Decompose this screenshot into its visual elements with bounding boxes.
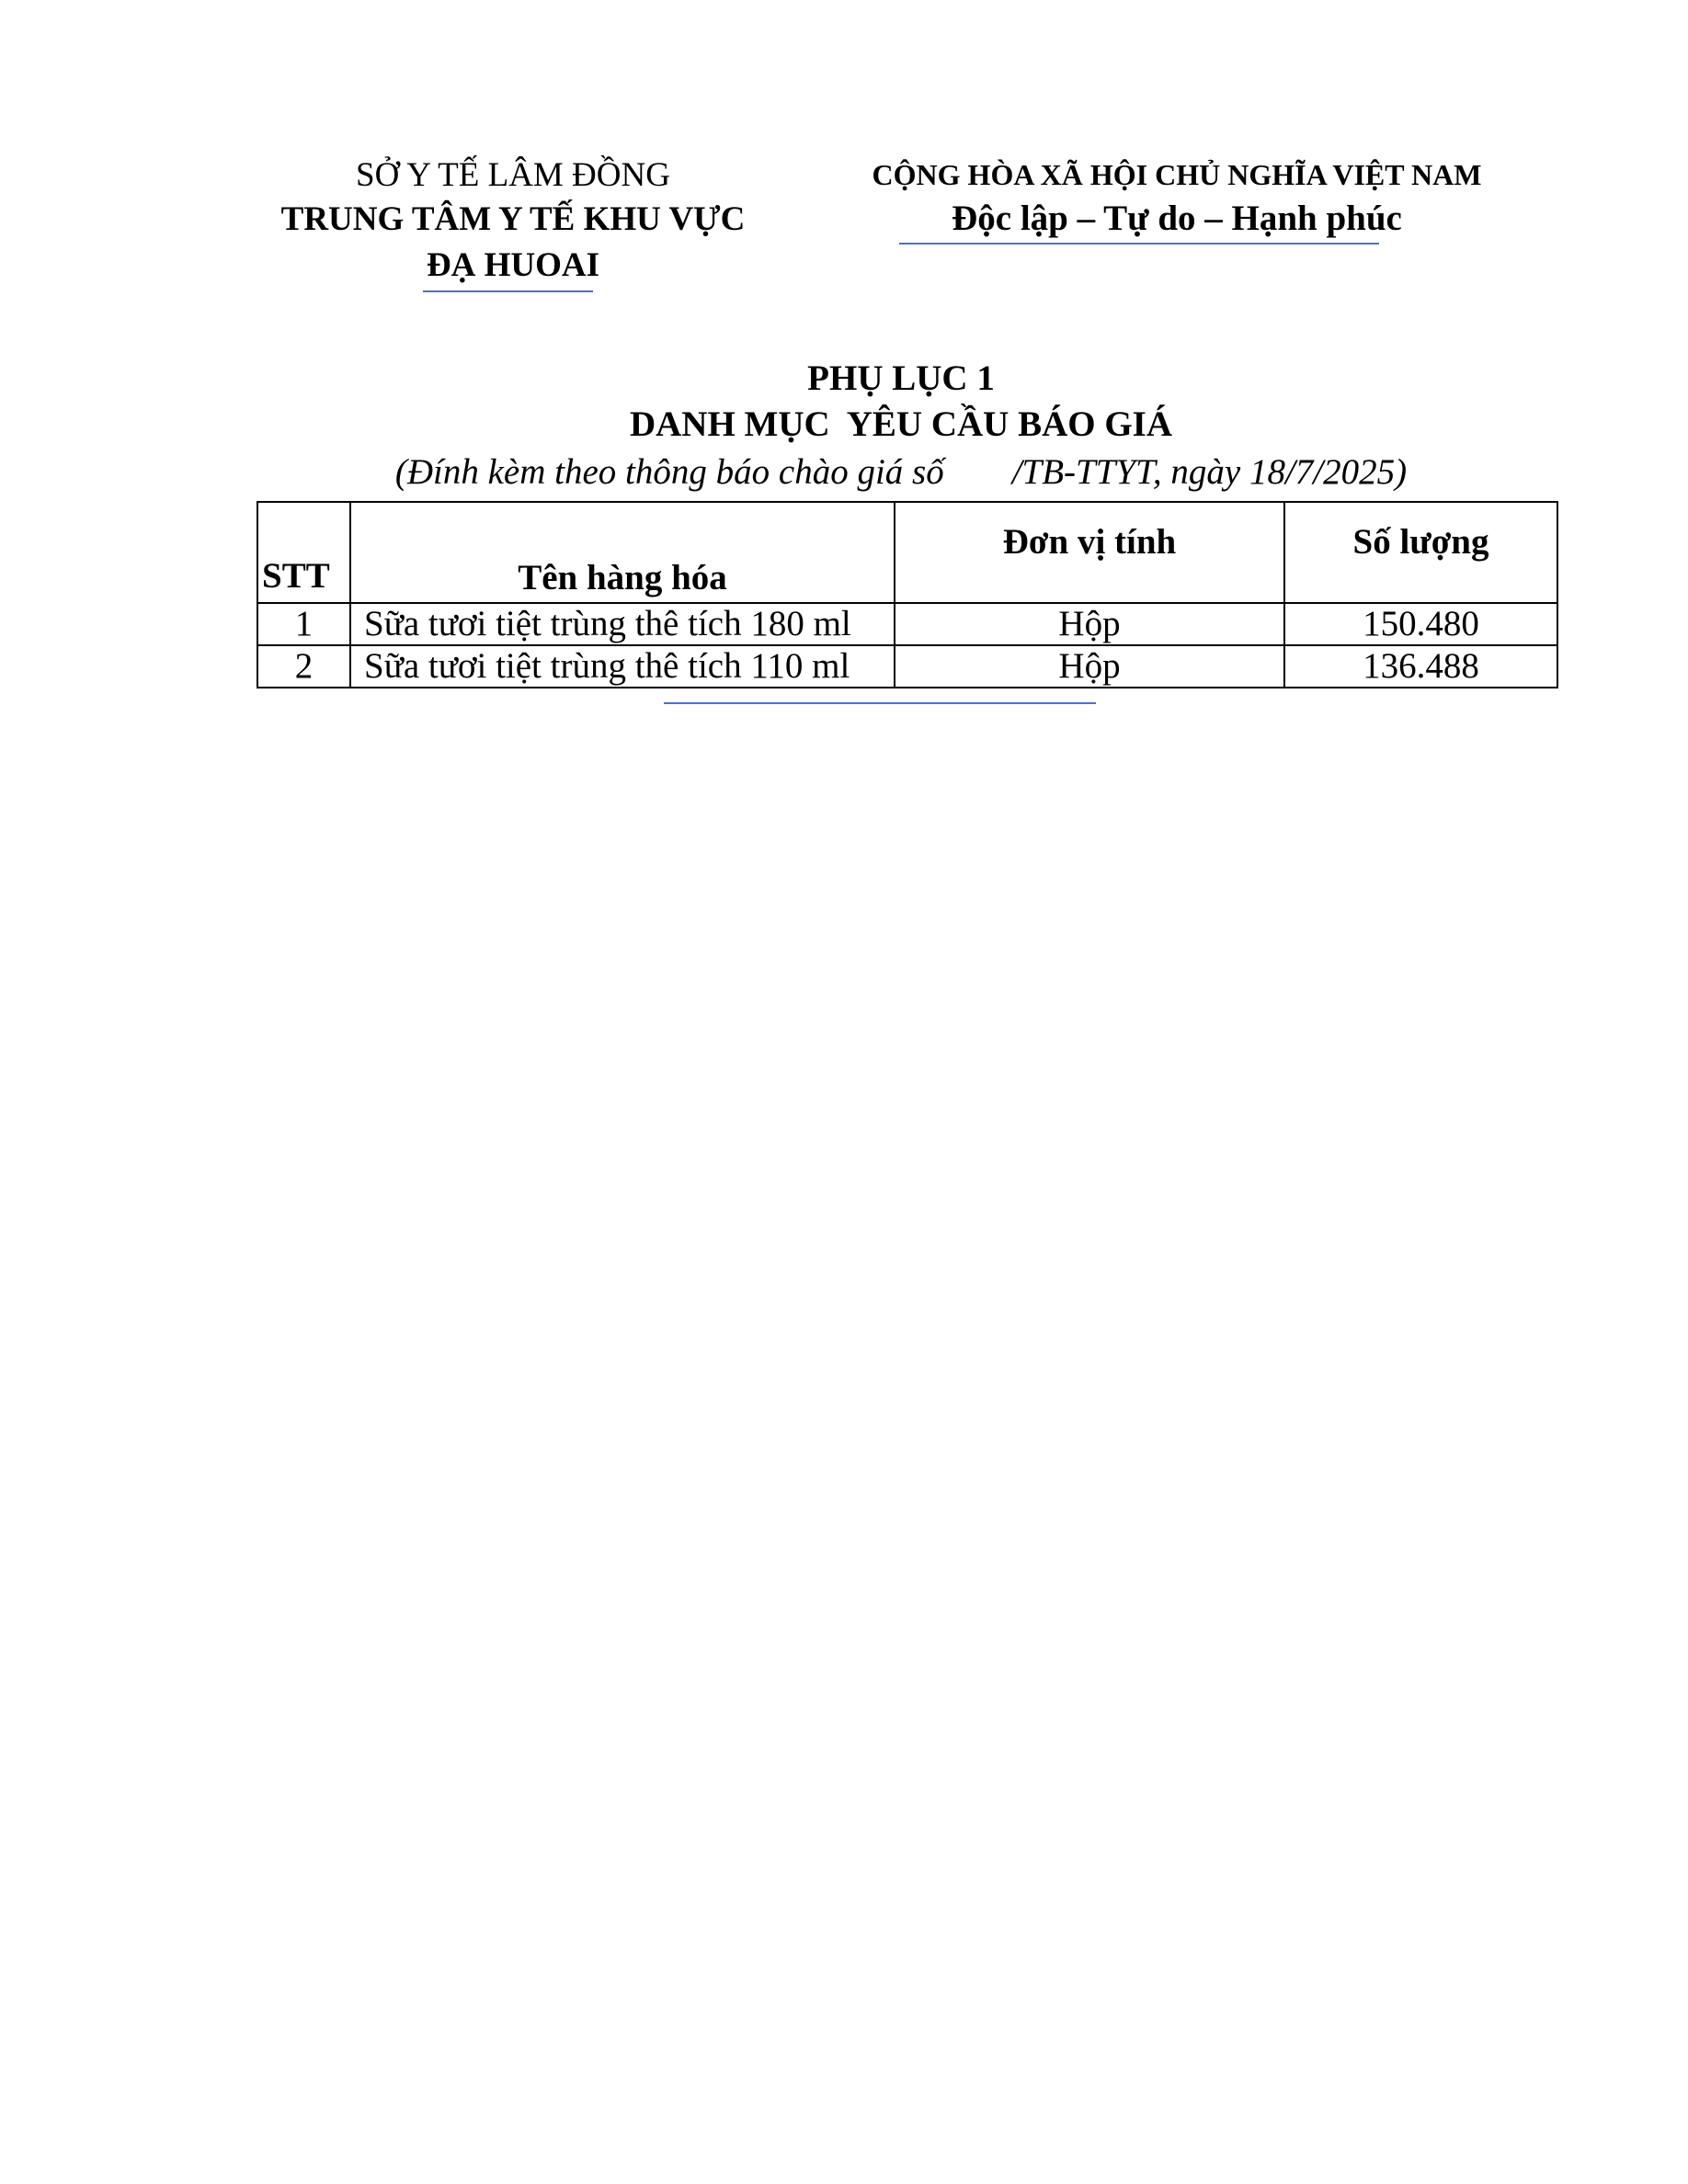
row-stt: 1 [257, 603, 350, 645]
organization-name-line1: TRUNG TÂM Y TẾ KHU VỰC [280, 200, 746, 238]
motto-underline [899, 243, 1379, 245]
quotation-items-table [257, 501, 1558, 688]
header-quantity: Số lượng [1284, 502, 1557, 603]
row-stt: 2 [257, 645, 350, 688]
end-of-list-rule [664, 702, 1096, 704]
organization-name-line2: ĐẠ HUOAI [426, 246, 600, 284]
row-quantity: 136.488 [1284, 645, 1557, 688]
header-item-name: Tên hàng hóa [350, 502, 895, 603]
document-title-block [0, 357, 1688, 496]
table-row [257, 645, 1557, 688]
row-unit: Hộp [895, 603, 1284, 645]
national-motto: Độc lập – Tự do – Hạnh phúc [952, 199, 1402, 238]
header-unit: Đơn vị tính [895, 502, 1284, 603]
agency-underline [423, 290, 593, 292]
department-name: SỞ Y TẾ LÂM ĐỒNG [356, 156, 670, 194]
national-header [800, 156, 1554, 245]
issuing-agency-header [246, 154, 780, 289]
attachment-note [0, 449, 1688, 496]
row-quantity: 150.480 [1284, 603, 1557, 645]
country-name: CỘNG HÒA XÃ HỘI CHỦ NGHĨA VIỆT NAM [872, 158, 1482, 191]
table-header-row [257, 502, 1557, 603]
attachment-note-part2: /TB-TTYT, ngày 18/7/2025) [1011, 452, 1408, 492]
table-row [257, 603, 1557, 645]
row-unit: Hộp [895, 645, 1284, 688]
row-item-name: Sữa tươi tiệt trùng thê tích 180 ml [350, 603, 895, 645]
header-stt: STT [257, 502, 350, 603]
appendix-title: PHỤ LỤC 1 [807, 358, 995, 398]
row-item-name: Sữa tươi tiệt trùng thê tích 110 ml [350, 645, 895, 688]
attachment-note-part1: (Đính kèm theo thông báo chào giá số [394, 452, 944, 492]
list-heading: DANH MỤC YÊU CẦU BÁO GIÁ [629, 404, 1173, 444]
